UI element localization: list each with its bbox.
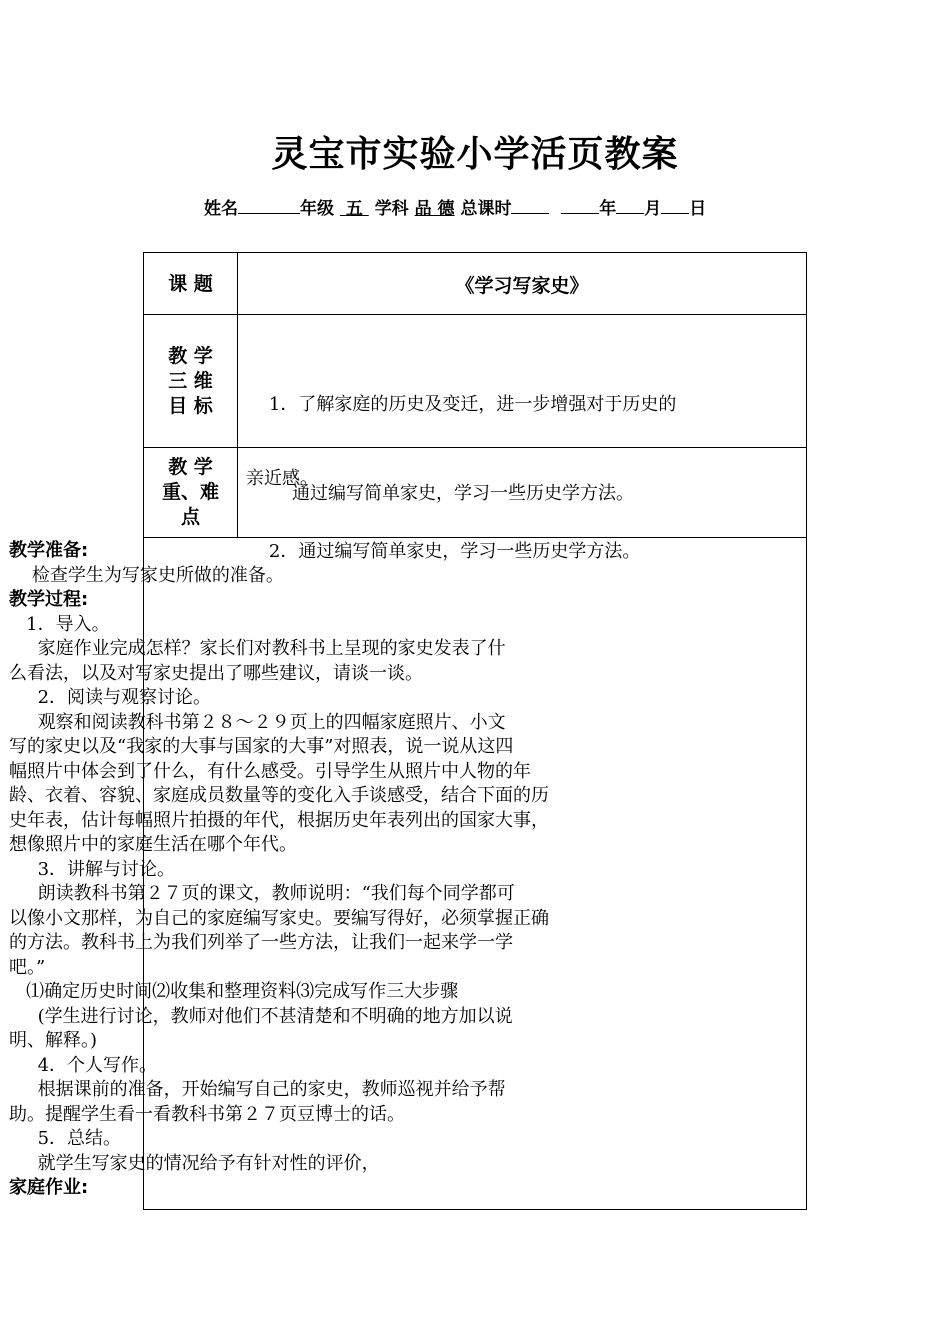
grade-value: 五 [345, 199, 363, 219]
name-label: 姓名 [204, 199, 238, 219]
month-label: 月 [644, 199, 662, 219]
process-line: 2．阅读与观察讨论。 [9, 687, 212, 708]
hours-blank [511, 199, 549, 214]
goals-label: 教 学 三 维 目 标 [168, 345, 213, 417]
process-line: 3．讲解与讨论。 [9, 858, 176, 880]
topic-label: 课 题 [168, 273, 213, 295]
day-blank [661, 199, 689, 214]
process-line: (学生进行讨论，教师对他们不甚清楚和不明确的地方加以说 [9, 1005, 513, 1027]
row-divider [144, 314, 806, 315]
day-label: 日 [689, 199, 707, 219]
process-line: 写的家史以及“我家的大事与国家的大事”对照表，说一说从这四 [9, 736, 514, 757]
process-line: 观察和阅读教科书第２８～２９页上的四幅家庭照片、小文 [9, 711, 506, 733]
process-line: 助。提醒学生看一看教科书第２７页豆博士的话。 [9, 1103, 405, 1125]
name-blank [238, 199, 300, 214]
grade-label: 年级 [300, 199, 334, 219]
process-line: ⑴确定历史时间⑵收集和整理资料⑶完成写作三大步骤 [9, 981, 459, 1002]
homework-heading: 家庭作业: [9, 1177, 89, 1198]
process-line: 幅照片中体会到了什么，有什么感受。引导学生从照片中人物的年 [9, 760, 531, 782]
process-line: 龄、衣着、容貌、家庭成员数量等的变化入手谈感受，结合下面的历 [9, 785, 549, 806]
process-line: 朗读教科书第２７页的课文，教师说明：“我们每个同学都可 [9, 883, 515, 904]
key-points-text: 通过编写简单家史，学习一些历史学方法。 [292, 483, 634, 504]
month-blank [616, 199, 644, 214]
lesson-title: 《学习写家史》 [455, 275, 589, 297]
process-line: 5．总结。 [9, 1128, 122, 1149]
hours-label: 总课时 [460, 199, 512, 219]
process-line: 想像照片中的家庭生活在哪个年代。 [9, 834, 297, 855]
header-meta-line [204, 194, 706, 219]
process-line: 吧。” [9, 956, 46, 978]
process-line: 明、解释。) [9, 1030, 98, 1051]
prep-heading: 教学准备: [9, 540, 89, 561]
page-title: 灵宝市实验小学活页教案 [271, 134, 679, 175]
goals-text: 1．了解家庭的历史及变迁，进一步增强对于历史的 亲近感。 2．通过编写简单家史，学习一些历史学方法。 [246, 394, 677, 562]
subject-label: 学科 [374, 199, 409, 219]
process-line: 家庭作业完成怎样？家长们对教科书上呈现的家史发表了什 [9, 638, 506, 659]
year-blank [561, 199, 599, 214]
subject-value: 品 德 [414, 199, 455, 219]
prep-text: 检查学生为写家史所做的准备。 [9, 564, 284, 586]
process-heading: 教学过程: [9, 589, 89, 610]
process-line: 史年表，估计每幅照片拍摄的年代，根据历史年表列出的国家大事， [9, 809, 549, 831]
process-line: 的方法。教科书上为我们列举了一些方法，让我们一起来学一学 [9, 932, 513, 953]
process-line: 就学生写家史的情况给予有针对性的评价， [9, 1152, 380, 1174]
process-line: 1．导入。 [9, 613, 110, 635]
process-line: 4．个人写作。 [9, 1054, 158, 1076]
key-points-label: 教 学 重、难 点 [161, 456, 219, 528]
process-line: 根据课前的准备，开始编写自己的家史，教师巡视并给予帮 [9, 1079, 506, 1100]
year-label: 年 [599, 199, 617, 219]
process-line: 以像小文那样，为自己的家庭编写家史。要编写得好，必须掌握正确 [9, 907, 549, 929]
lesson-body [9, 539, 657, 1201]
process-line: 么看法，以及对写家史提出了哪些建议，请谈一谈。 [9, 662, 423, 684]
